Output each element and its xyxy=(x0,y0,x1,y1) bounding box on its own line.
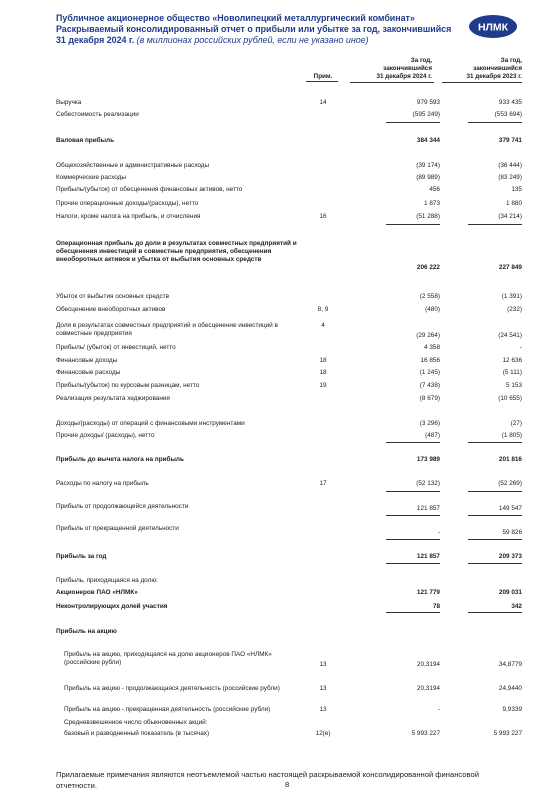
row-value-2023: 933 435 xyxy=(498,99,522,106)
row-note: 13 xyxy=(319,706,327,713)
row-value-2023: 135 xyxy=(511,186,522,193)
subtotal-line xyxy=(386,563,440,564)
row-value-2024: - xyxy=(437,706,440,713)
row-value-2024: 121 779 xyxy=(416,589,440,596)
row-value-2024: (487) xyxy=(425,432,440,439)
row-label: Прибыль от продолжающейся деятельности xyxy=(56,503,189,510)
row-label: Прибыль за год xyxy=(56,553,107,560)
row-value-2024: 979 593 xyxy=(416,99,440,106)
row-value-2024: (480) xyxy=(425,306,440,313)
row-value-2023: 379 741 xyxy=(498,137,522,144)
row-label: Прибыль на акцию, приходящаяся на долю акционеров ПАО «НЛМК» (российские рубли) xyxy=(64,651,272,666)
row-value-2023: 24,9440 xyxy=(498,685,522,692)
row-value-2023: (1 391) xyxy=(501,293,522,300)
row-label: Прибыль/(убыток) от обесценения финансовых активов, нетто xyxy=(56,186,243,193)
subtotal-line xyxy=(386,539,440,540)
row-note: 13 xyxy=(319,661,327,668)
row-value-2023: (553 694) xyxy=(494,111,522,118)
row-label: Прочие операционные доходы/(расходы), нетто xyxy=(56,200,199,207)
subtotal-line xyxy=(468,515,522,516)
row-value-2023: (1 805) xyxy=(501,432,522,439)
table-row xyxy=(56,651,522,669)
column-header-2023-line: закончившийся xyxy=(473,65,522,72)
row-value-2024: (51 288) xyxy=(416,213,440,220)
row-note: 16 xyxy=(319,213,327,220)
column-header-2024-line: За год, xyxy=(410,57,432,64)
row-label: Доходы/(расходы) от операций с финансовыми инструментами xyxy=(56,420,245,427)
row-value-2023: 201 816 xyxy=(498,456,522,463)
row-label: Коммерческие расходы xyxy=(56,174,126,181)
row-value-2023: 5 993 227 xyxy=(493,730,522,737)
footer-note: Прилагаемые примечания являются неотъемлемой частью настоящей раскрываемой консолидированной финансовой отчетности. xyxy=(56,770,479,790)
row-note: 4 xyxy=(321,322,325,329)
row-label: Себестоимость реализации xyxy=(56,111,139,118)
note-column-header: Прим. xyxy=(313,73,333,80)
row-note: 12(е) xyxy=(315,730,331,737)
row-value-2023: (27) xyxy=(510,420,522,427)
subtotal-line xyxy=(468,442,522,443)
subtotal-line xyxy=(468,491,522,492)
row-label: Прибыль от прекращенной деятельности xyxy=(56,525,179,532)
units-note: (в миллионах российских рублей, если не указано иное) xyxy=(136,35,369,45)
document-header xyxy=(56,13,456,46)
nlmk-logo-text: НЛМК xyxy=(477,21,509,34)
row-label: Расходы по налогу на прибыль xyxy=(56,480,149,487)
row-note: 19 xyxy=(319,382,327,389)
row-value-2023: (83 249) xyxy=(498,174,522,181)
row-label: Убыток от выбытия основных средств xyxy=(56,293,169,300)
row-value-2023: 227 849 xyxy=(498,264,522,271)
row-value-2024: 4 358 xyxy=(424,344,440,351)
row-value-2024: 121 857 xyxy=(416,553,440,560)
company-name: Публичное акционерное общество «Новолипецкий металлургический комбинат» xyxy=(56,13,415,23)
subtotal-line xyxy=(468,563,522,564)
row-label: Прибыль до вычета налога на прибыль xyxy=(56,456,184,463)
row-value-2024: 173 989 xyxy=(416,456,440,463)
row-label: Прибыль/ (убыток) от инвестиций, нетто xyxy=(56,344,176,351)
column-header-2023-line: За год, xyxy=(500,57,522,64)
row-label: Финансовые доходы xyxy=(56,357,118,364)
row-label: Прибыль на акцию - продолжающаяся деятельность (российские рубли) xyxy=(64,685,280,692)
row-label: Неконтролирующих долей участия xyxy=(56,603,168,610)
subtotal-line xyxy=(468,539,522,540)
row-value-2023: (5 111) xyxy=(502,369,522,376)
row-value-2024: (7 438) xyxy=(419,382,440,389)
row-label: Прибыль на акцию xyxy=(56,628,117,635)
row-value-2024: 206 222 xyxy=(416,264,440,271)
row-value-2023: 1 880 xyxy=(506,200,522,207)
row-value-2024: (29 264) xyxy=(416,332,440,339)
row-value-2024: 20,3194 xyxy=(416,661,440,668)
page-number: 8 xyxy=(285,780,290,789)
row-note: 18 xyxy=(319,357,327,364)
row-value-2023: 34,8779 xyxy=(498,661,522,668)
row-value-2024: (89 989) xyxy=(416,174,440,181)
row-note: 13 xyxy=(319,685,327,692)
row-label: Акционеров ПАО «НЛМК» xyxy=(56,589,138,596)
subtotal-line xyxy=(386,515,440,516)
row-value-2023: (24 541) xyxy=(498,332,522,339)
row-label: Реализация результата хеджирования xyxy=(56,395,170,402)
row-value-2023: 149 547 xyxy=(498,505,522,512)
row-value-2024: 5 993 227 xyxy=(411,730,440,737)
row-value-2024: (52 132) xyxy=(416,480,440,487)
report-period xyxy=(56,35,456,46)
subtotal-line xyxy=(386,491,440,492)
row-value-2023: 342 xyxy=(511,603,522,610)
row-value-2023: 5 153 xyxy=(506,382,522,389)
row-value-2024: (3 296) xyxy=(419,420,440,427)
row-label: Финансовые расходы xyxy=(56,369,121,376)
row-label: Общехозяйственные и административные расходы xyxy=(56,162,210,169)
subtotal-line xyxy=(468,224,522,225)
row-label: базовый и разводненный показатель (в тысячах) xyxy=(64,730,210,737)
row-label: Валовая прибыль xyxy=(56,137,115,144)
row-label: Прибыль/(убыток) по курсовым разницам, нетто xyxy=(56,382,200,389)
column-header-2024 xyxy=(352,57,432,81)
row-label: Налоги, кроме налога на прибыль, и отчисления xyxy=(56,213,201,220)
report-date: 31 декабря 2024 г. xyxy=(56,35,135,45)
row-value-2024: - xyxy=(437,529,440,536)
column-header-2023 xyxy=(440,57,522,81)
row-value-2024: (1 245) xyxy=(419,369,440,376)
row-label: Средневзвешенное число обыкновенных акций: xyxy=(64,719,208,726)
row-value-2023: (10 655) xyxy=(498,395,522,402)
note-header-underline xyxy=(306,81,338,82)
column-header-2023-line: 31 декабря 2023 г. xyxy=(466,73,522,80)
row-value-2023: 12 636 xyxy=(502,357,522,364)
table-row xyxy=(56,322,522,340)
row-label: Прибыль на акцию - прекращенная деятельность (российские рубли) xyxy=(64,706,271,713)
row-value-2023: - xyxy=(519,344,522,351)
row-value-2024: (8 679) xyxy=(419,395,440,402)
row-value-2024: 456 xyxy=(429,186,440,193)
nlmk-logo-icon xyxy=(468,14,518,39)
table-row-total xyxy=(56,240,522,274)
row-value-2023: (34 214) xyxy=(498,213,522,220)
row-value-2023: (232) xyxy=(507,306,522,313)
subtotal-line xyxy=(468,122,522,123)
row-value-2024: 16 856 xyxy=(420,357,440,364)
report-title: Раскрываемый консолидированный отчет о прибыли или убытке за год, закончившийся xyxy=(56,24,452,34)
subtotal-line xyxy=(468,612,522,613)
row-note: 18 xyxy=(319,369,327,376)
row-value-2023: 209 031 xyxy=(498,589,522,596)
row-value-2024: 121 857 xyxy=(416,505,440,512)
subtotal-line xyxy=(386,442,440,443)
subtotal-line xyxy=(386,224,440,225)
row-label: Доля в результатах совместных предприятий и обесценение инвестиций в совместные предприятия xyxy=(56,322,278,337)
row-note: 17 xyxy=(319,480,327,487)
row-label: Обесценение внеоборотных активов xyxy=(56,306,166,313)
row-label: Прочие доходы/ (расходы), нетто xyxy=(56,432,155,439)
row-value-2023: 209 373 xyxy=(498,553,522,560)
row-value-2023: (36 444) xyxy=(498,162,522,169)
row-label: Прибыль, приходящаяся на долю: xyxy=(56,577,158,584)
row-value-2023: (52 269) xyxy=(498,480,522,487)
row-label: Выручка xyxy=(56,99,82,106)
row-note: 8, 9 xyxy=(317,306,329,313)
header-underline-2023 xyxy=(442,82,522,83)
header-underline-2024 xyxy=(350,82,434,83)
column-header-2024-line: 31 декабря 2024 г. xyxy=(376,73,432,80)
row-value-2023: 9,9339 xyxy=(502,706,522,713)
row-value-2024: 1 873 xyxy=(424,200,440,207)
subtotal-line xyxy=(386,122,440,123)
row-value-2024: (2 558) xyxy=(419,293,440,300)
column-header-2024-line: закончившийся xyxy=(383,65,432,72)
row-value-2024: (595 249) xyxy=(412,111,440,118)
row-label: Операционная прибыль до доли в результатах совместных предприятий и обесценения инвестиций в совместные предприятия, обесценения внеоборотных активов и убытка от выбытия основных средств xyxy=(56,240,297,263)
row-value-2024: (39 174) xyxy=(416,162,440,169)
row-value-2023: 59 826 xyxy=(502,529,522,536)
row-value-2024: 384 344 xyxy=(416,137,440,144)
row-value-2024: 78 xyxy=(432,603,440,610)
row-value-2024: 20,3194 xyxy=(416,685,440,692)
subtotal-line xyxy=(386,612,440,613)
row-note: 14 xyxy=(319,99,327,106)
